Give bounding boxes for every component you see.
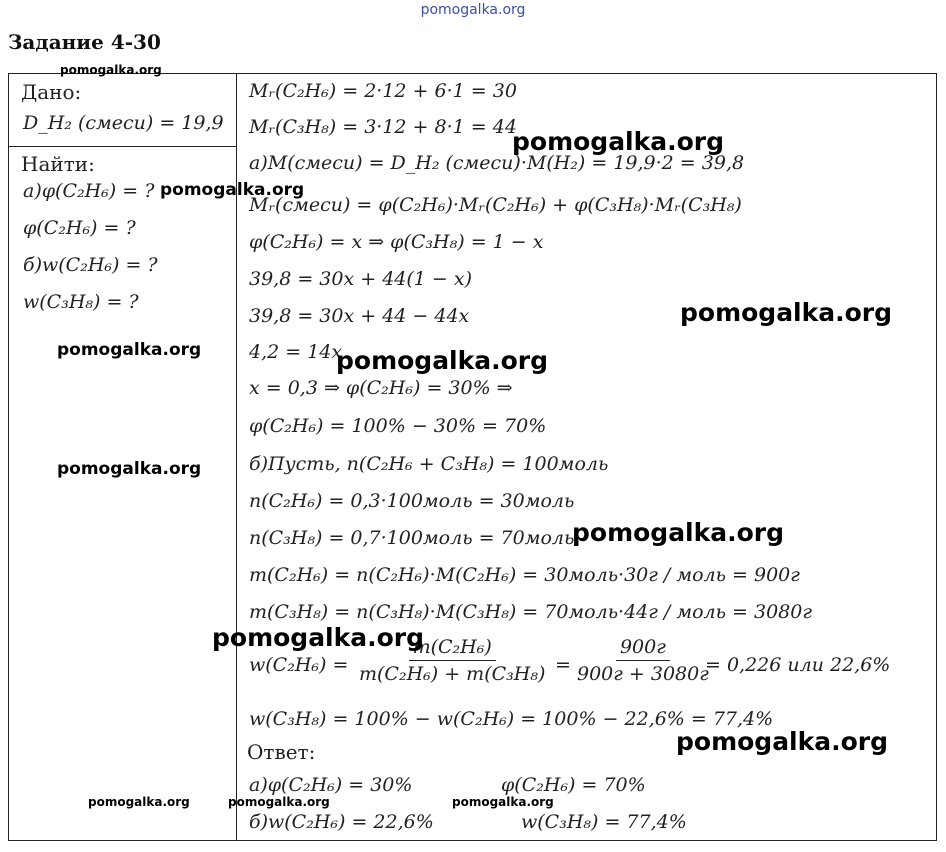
find-item-4: w(C₃H₈) = ? (23, 291, 139, 313)
solution-line-16: w(C₃H₈) = 100% − w(C₂H₆) = 100% − 22,6% = 77,4% (249, 708, 774, 730)
solution-line-9: x = 0,3 ⇒ φ(C₂H₆) = 30% ⇒ (249, 377, 513, 399)
solution-line-2: Mᵣ(C₃H₈) = 3·12 + 8·1 = 44 (249, 116, 517, 138)
solution-line-3: а)M(смеси) = D_H₂ (смеси)·M(H₂) = 19,9·2 = 39,8 (249, 152, 745, 174)
watermark: pomogalka.org (676, 727, 889, 756)
answer-2: φ(C₂H₆) = 70% (501, 774, 646, 796)
find-item-2: φ(C₂H₆) = ? (23, 217, 136, 239)
solution-line-7: 39,8 = 30x + 44 − 44x (249, 305, 470, 327)
watermark: pomogalka.org (60, 63, 162, 77)
site-name[interactable]: pomogalka.org (420, 2, 526, 18)
watermark: pomogalka.org (160, 180, 305, 200)
solution-line-6: 39,8 = 30x + 44(1 − x) (249, 268, 472, 290)
watermark: pomogalka.org (57, 459, 202, 479)
solution-line-14: m(C₂H₆) = n(C₂H₆)·M(C₂H₆) = 30моль·30г / моль = 900г (249, 564, 800, 586)
solution-line-13: n(C₃H₈) = 0,7·100моль = 70моль (249, 527, 575, 549)
given-line: D_H₂ (смеси) = 19,9 (23, 112, 224, 134)
solution-line-10: φ(C₂H₆) = 100% − 30% = 70% (249, 415, 547, 437)
solution-line-8: 4,2 = 14x (249, 341, 343, 363)
solution-line-4: Mᵣ(смеси) = φ(C₂H₆)·Mᵣ(C₂H₆) + φ(C₃H₈)·Mᵣ(C₃H₈) (249, 194, 742, 216)
watermark: pomogalka.org (57, 340, 202, 360)
solution-table (8, 73, 937, 841)
fraction-1-denominator: m(C₂H₆) + m(C₃H₈) (359, 663, 546, 685)
answer-3: б)w(C₂H₆) = 22,6% (249, 811, 434, 833)
fraction-equals: = (555, 654, 571, 676)
solution-line-5: φ(C₂H₆) = x ⇒ φ(C₃H₈) = 1 − x (249, 231, 544, 253)
given-label: Дано: (21, 80, 82, 104)
solution-line-12: n(C₂H₆) = 0,3·100моль = 30моль (249, 490, 575, 512)
solution-line-15: m(C₃H₈) = n(C₃H₈)·M(C₃H₈) = 70моль·44г / моль = 3080г (249, 601, 812, 623)
fraction-1-numerator: m(C₂H₆) (409, 636, 496, 661)
watermark: pomogalka.org (212, 623, 425, 652)
task-title: Задание 4-30 (8, 30, 161, 54)
fraction-2-numerator: 900г (616, 636, 670, 661)
answer-4: w(C₃H₈) = 77,4% (521, 811, 687, 833)
solution-line-1: Mᵣ(C₂H₆) = 2·12 + 6·1 = 30 (249, 80, 517, 102)
find-item-1: а)φ(C₂H₆) = ? (23, 180, 155, 202)
watermark: pomogalka.org (680, 298, 893, 327)
watermark: pomogalka.org (512, 127, 725, 156)
watermark: pomogalka.org (336, 346, 549, 375)
watermark: pomogalka.org (228, 795, 330, 809)
watermark: pomogalka.org (572, 518, 785, 547)
solution-line-11: б)Пусть, n(C₂H₆ + C₃H₈) = 100моль (249, 453, 609, 475)
find-label: Найти: (21, 152, 95, 176)
find-item-3: б)w(C₂H₆) = ? (23, 254, 158, 276)
fraction-2 (573, 636, 713, 685)
fraction-rhs: = 0,226 или 22,6% (705, 654, 891, 676)
watermark: pomogalka.org (88, 795, 190, 809)
watermark: pomogalka.org (452, 795, 554, 809)
fraction-2-denominator: 900г + 3080г (577, 663, 709, 685)
given-find-divider (9, 146, 236, 147)
fraction-lhs: w(C₂H₆) = (249, 654, 349, 676)
answer-label: Ответ: (247, 740, 316, 764)
answer-1: а)φ(C₂H₆) = 30% (249, 774, 413, 796)
